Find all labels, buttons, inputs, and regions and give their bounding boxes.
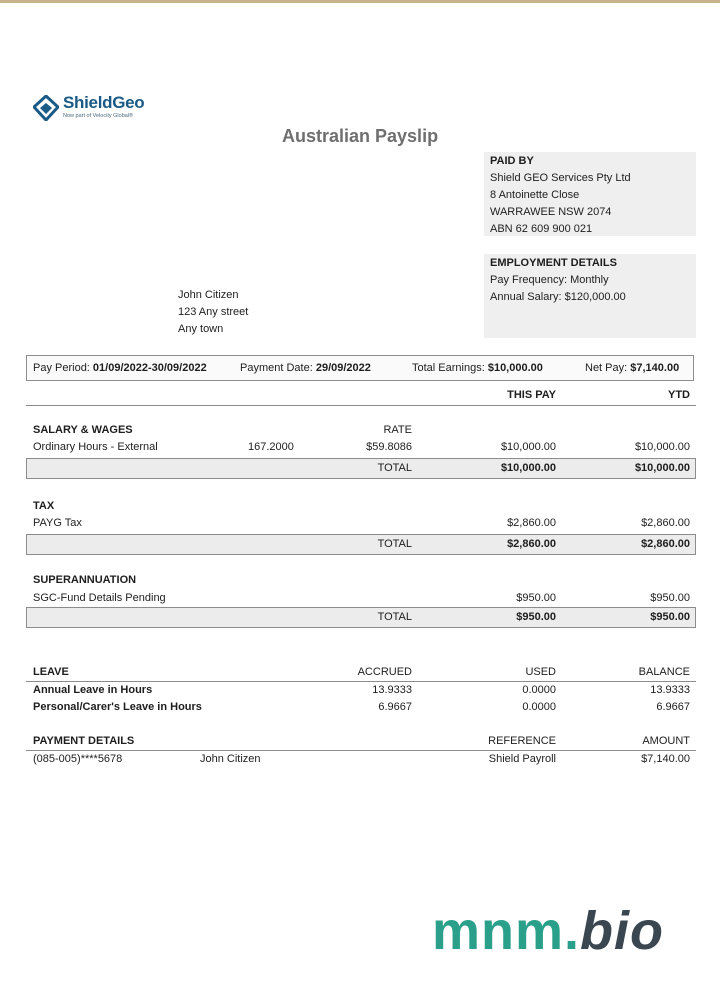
header-divider xyxy=(26,405,696,406)
leave-used-header: USED xyxy=(525,666,556,678)
payment-date: Payment Date: 29/09/2022 xyxy=(240,362,371,374)
employee-address xyxy=(178,287,248,338)
paid-by-box xyxy=(484,152,696,236)
payment-reference: Shield Payroll xyxy=(488,753,556,765)
watermark-part-a: mnm. xyxy=(432,901,581,961)
leave-row-name: Annual Leave in Hours xyxy=(33,684,153,696)
super-item: SGC-Fund Details Pending xyxy=(33,592,166,604)
leave-heading: LEAVE xyxy=(33,666,69,678)
salary-ytd: $10,000.00 xyxy=(634,441,690,453)
leave-accrued-header: ACCRUED xyxy=(357,666,412,678)
paid-by-line: 8 Antoinette Close xyxy=(490,189,580,201)
watermark-logo xyxy=(432,900,664,962)
employment-details-box xyxy=(484,254,696,338)
tax-ytd: $2,860.00 xyxy=(641,517,690,529)
employee-street: 123 Any street xyxy=(178,306,249,318)
logo-name: ShieldGeo xyxy=(63,93,145,112)
ytd-header: YTD xyxy=(668,389,690,401)
super-total-this-pay: $950.00 xyxy=(516,611,556,623)
leave-row-accrued: 13.9333 xyxy=(372,684,412,696)
super-ytd: $950.00 xyxy=(650,592,690,604)
employee-name: John Citizen xyxy=(178,289,239,301)
shield-logo-icon xyxy=(33,95,59,121)
employee-town: Any town xyxy=(178,323,224,335)
pay-period: Pay Period: 01/09/2022-30/09/2022 xyxy=(33,362,207,374)
leave-row-used: 0.0000 xyxy=(522,684,556,696)
salary-heading: SALARY & WAGES xyxy=(33,424,133,436)
salary-this-pay: $10,000.00 xyxy=(500,441,556,453)
leave-row-accrued: 6.9667 xyxy=(378,701,412,713)
page-title: Australian Payslip xyxy=(282,126,439,146)
top-rule xyxy=(0,0,720,3)
payment-amount-header: AMOUNT xyxy=(642,735,690,747)
paid-by-line: ABN 62 609 900 021 xyxy=(490,223,593,235)
tax-total-this-pay: $2,860.00 xyxy=(507,538,556,550)
tax-item: PAYG Tax xyxy=(33,517,82,529)
net-pay: Net Pay: $7,140.00 xyxy=(585,362,680,374)
salary-total-this-pay: $10,000.00 xyxy=(500,462,556,474)
super-this-pay: $950.00 xyxy=(516,592,556,604)
leave-row-balance: 13.9333 xyxy=(650,684,690,696)
employment-heading: EMPLOYMENT DETAILS xyxy=(490,257,617,269)
payment-account: (085-005)****5678 xyxy=(33,753,123,765)
super-heading: SUPERANNUATION xyxy=(33,574,137,586)
watermark-part-b: bio xyxy=(580,901,665,961)
tax-heading: TAX xyxy=(33,500,55,512)
payment-name: John Citizen xyxy=(200,753,261,765)
tax-total-label: TOTAL xyxy=(377,538,412,550)
paid-by-line: Shield GEO Services Pty Ltd xyxy=(490,172,631,184)
payment-heading: PAYMENT DETAILS xyxy=(33,735,135,747)
paid-by-heading: PAID BY xyxy=(490,155,534,167)
leave-row-name: Personal/Carer's Leave in Hours xyxy=(33,701,202,713)
logo-tagline: Now part of Velocity Global® xyxy=(63,113,134,119)
super-total-ytd: $950.00 xyxy=(650,611,690,623)
payment-reference-header: REFERENCE xyxy=(488,735,556,747)
salary-total-label: TOTAL xyxy=(377,462,412,474)
salary-item: Ordinary Hours - External xyxy=(33,441,158,453)
leave-row-balance: 6.9667 xyxy=(656,701,690,713)
super-total-label: TOTAL xyxy=(377,611,412,623)
tax-this-pay: $2,860.00 xyxy=(507,517,556,529)
tax-total-ytd: $2,860.00 xyxy=(641,538,690,550)
paid-by-line: WARRAWEE NSW 2074 xyxy=(490,206,612,218)
leave-balance-header: BALANCE xyxy=(638,666,690,678)
rate-header: RATE xyxy=(383,424,412,436)
payment-amount: $7,140.00 xyxy=(641,753,690,765)
payment-divider xyxy=(26,750,696,751)
salary-hours: 167.2000 xyxy=(248,441,294,453)
company-logo xyxy=(33,93,193,125)
salary-total-ytd: $10,000.00 xyxy=(634,462,690,474)
annual-salary: Annual Salary: $120,000.00 xyxy=(490,291,626,303)
total-earnings: Total Earnings: $10,000.00 xyxy=(412,362,543,374)
pay-summary-bar xyxy=(26,355,694,381)
salary-rate: $59.8086 xyxy=(366,441,412,453)
this-pay-header: THIS PAY xyxy=(507,389,556,401)
pay-frequency: Pay Frequency: Monthly xyxy=(490,274,609,286)
leave-row-used: 0.0000 xyxy=(522,701,556,713)
leave-divider xyxy=(26,681,696,682)
